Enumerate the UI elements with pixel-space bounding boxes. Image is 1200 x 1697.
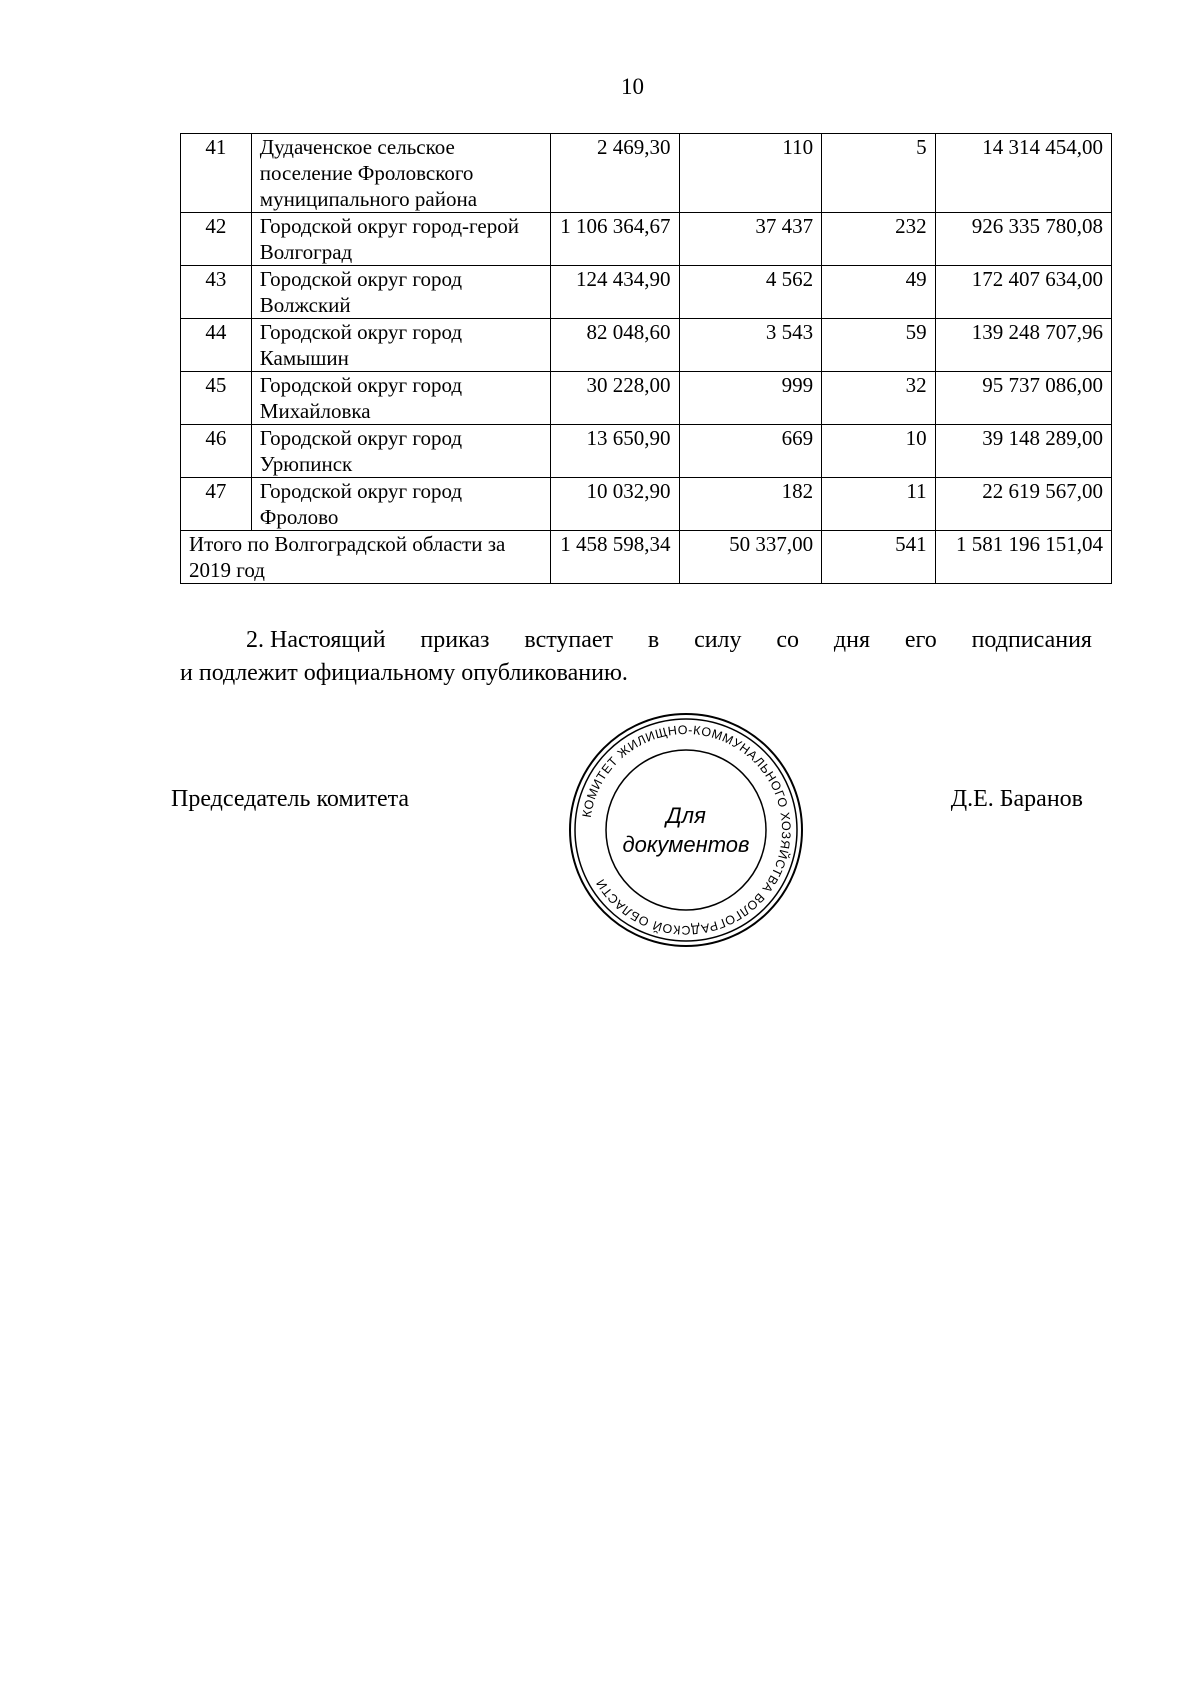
area-value: 124 434,90 — [550, 266, 679, 319]
population-value: 4 562 — [679, 266, 822, 319]
municipality-name: Городской округ город Михайловка — [251, 372, 550, 425]
population-value: 3 543 — [679, 319, 822, 372]
row-number: 46 — [181, 425, 252, 478]
sum-value: 926 335 780,08 — [935, 213, 1111, 266]
area-value: 2 469,30 — [550, 134, 679, 213]
table-row — [181, 372, 1112, 425]
total-area: 1 458 598,34 — [550, 531, 679, 584]
count-value: 49 — [822, 266, 936, 319]
paragraph-line-1 — [180, 624, 1092, 657]
order-paragraph — [180, 624, 1092, 690]
row-number: 43 — [181, 266, 252, 319]
table-total-row — [181, 531, 1112, 584]
paragraph-word: подписания — [971, 627, 1092, 653]
total-sum: 1 581 196 151,04 — [935, 531, 1111, 584]
signatory-title: Председатель комитета — [171, 786, 410, 812]
area-value: 13 650,90 — [550, 425, 679, 478]
table-row — [181, 134, 1112, 213]
sum-value: 22 619 567,00 — [935, 478, 1111, 531]
count-value: 32 — [822, 372, 936, 425]
municipality-name: Дудаченское сельское поселение Фроловского муниципального района — [251, 134, 550, 213]
paragraph-word: в — [647, 627, 660, 653]
table-row — [181, 425, 1112, 478]
paragraph-word: 2. Настоящий — [246, 627, 386, 653]
seal-inner-ring — [606, 750, 766, 910]
population-value: 110 — [679, 134, 822, 213]
paragraph-word: со — [776, 627, 800, 653]
seal-center-line-1: Для — [666, 803, 706, 828]
count-value: 232 — [822, 213, 936, 266]
paragraph-word: вступает — [524, 627, 614, 653]
sum-value: 14 314 454,00 — [935, 134, 1111, 213]
row-number: 42 — [181, 213, 252, 266]
count-value: 5 — [822, 134, 936, 213]
municipality-name: Городской округ город Урюпинск — [251, 425, 550, 478]
row-number: 44 — [181, 319, 252, 372]
sum-value: 172 407 634,00 — [935, 266, 1111, 319]
table-row — [181, 478, 1112, 531]
population-value: 182 — [679, 478, 822, 531]
population-value: 37 437 — [679, 213, 822, 266]
municipality-name: Городской округ город Фролово — [251, 478, 550, 531]
paragraph-word: его — [904, 627, 937, 653]
area-value: 30 228,00 — [550, 372, 679, 425]
municipality-name: Городской округ город Волжский — [251, 266, 550, 319]
official-seal — [566, 710, 806, 950]
paragraph-word: приказ — [420, 627, 490, 653]
seal-outer-ring-inner — [575, 719, 797, 941]
population-value: 999 — [679, 372, 822, 425]
paragraph-word: дня — [833, 627, 870, 653]
seal-center-line-2: документов — [622, 832, 750, 857]
data-table — [180, 133, 1112, 584]
area-value: 82 048,60 — [550, 319, 679, 372]
signatory-name: Д.Е. Баранов — [950, 786, 1083, 812]
row-number: 47 — [181, 478, 252, 531]
page-number: 10 — [621, 74, 644, 99]
table-row — [181, 319, 1112, 372]
row-number: 45 — [181, 372, 252, 425]
area-value: 1 106 364,67 — [550, 213, 679, 266]
total-label: Итого по Волгоградской области за 2019 год — [181, 531, 551, 584]
count-value: 11 — [822, 478, 936, 531]
seal-ring-text: КОМИТЕТ ЖИЛИЩНО-КОММУНАЛЬНОГО ХОЗЯЙСТВА ВОЛГОГРАДСКОЙ ОБЛАСТИ — [579, 722, 794, 938]
count-value: 59 — [822, 319, 936, 372]
sum-value: 39 148 289,00 — [935, 425, 1111, 478]
municipality-name: Городской округ город Камышин — [251, 319, 550, 372]
sum-value: 139 248 707,96 — [935, 319, 1111, 372]
seal-outer-ring — [570, 714, 802, 946]
paragraph-word: силу — [694, 627, 742, 653]
row-number: 41 — [181, 134, 252, 213]
table-row — [181, 213, 1112, 266]
total-population: 50 337,00 — [679, 531, 822, 584]
total-count: 541 — [822, 531, 936, 584]
municipality-name: Городской округ город-герой Волгоград — [251, 213, 550, 266]
area-value: 10 032,90 — [550, 478, 679, 531]
table-row — [181, 266, 1112, 319]
count-value: 10 — [822, 425, 936, 478]
sum-value: 95 737 086,00 — [935, 372, 1111, 425]
population-value: 669 — [679, 425, 822, 478]
paragraph-line-2: и подлежит официальному опубликованию. — [180, 660, 628, 686]
